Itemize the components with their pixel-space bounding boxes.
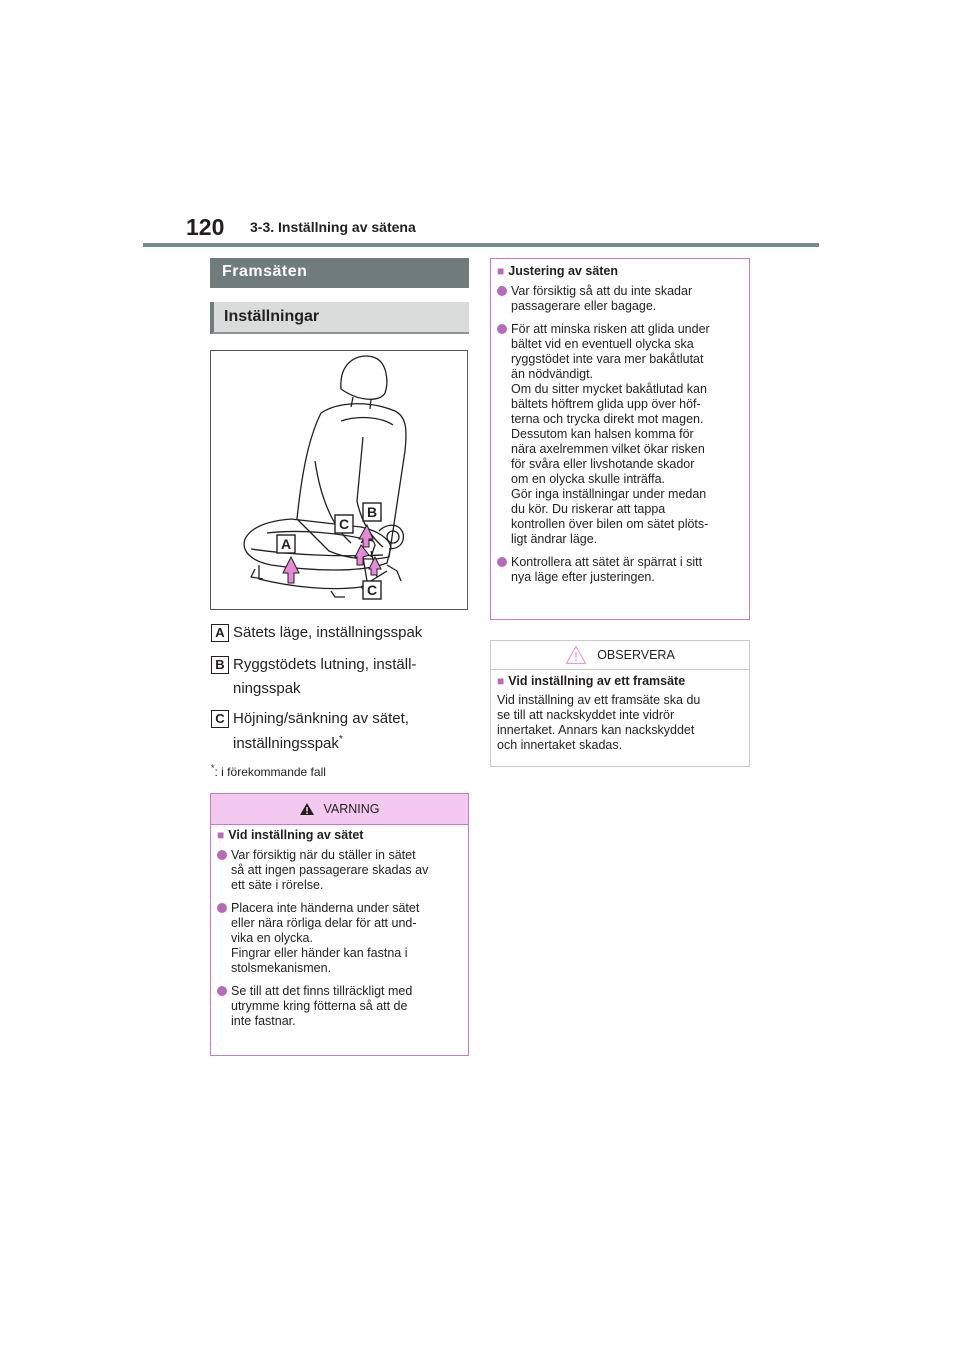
sub-heading: Inställningar [210,302,469,334]
notice-subtitle-text: Vid inställning av ett framsäte [508,674,686,688]
bullet-dot-icon [497,557,507,567]
bullet-dot-icon [497,324,507,334]
adjustment-bullet-text: Kontrollera att sätet är spärrat i sitt nya läge efter justeringen. [511,555,703,584]
footnote-text: : i förekommande fall [214,765,326,779]
notice-subtitle [491,670,749,691]
bullet-dot-icon [217,986,227,996]
warning-title: VARNING [323,801,380,816]
legend-key-b: B [211,656,229,674]
warning-header [211,794,468,825]
adjustment-bullet [491,552,749,590]
square-bullet-icon: ■ [217,828,225,842]
header-rule [143,243,819,247]
adjustment-bullet [491,319,749,552]
warning-bullet [211,981,468,1034]
warning-icon [299,802,315,816]
square-bullet-icon: ■ [497,264,505,278]
seat-illustration [211,351,467,609]
notice-box [490,640,750,767]
legend-key-c: C [211,710,229,728]
adjustment-bullet-text: Var försiktig så att du inte skadar passagerare eller bagage. [511,284,693,313]
warning-bullet [211,845,468,898]
legend-text-b-cont: ningsspak [233,680,301,697]
notice-header [491,641,749,670]
notice-text: Vid inställning av ett framsäte ska du se till att nackskyddet inte vidrör innertaket. Annars kan nackskyddet och innertaket skadas. [497,693,701,752]
notice-title: OBSERVERA [597,647,675,662]
bullet-dot-icon [217,850,227,860]
legend-text-c: Höjning/sänkning av sätet, [233,710,409,727]
adjustment-subtitle [491,259,749,281]
warning-subtitle [211,825,468,845]
legend-text-c-cont: inställningsspak* [233,734,343,752]
figure-label-c-lower: C [366,582,378,598]
page-number: 120 [186,214,225,240]
warning-subtitle-text: Vid inställning av sätet [228,828,364,842]
adjustment-bullet-text: För att minska risken att glida under bältet vid en eventuell olycka ska ryggstödet inte vara mer bakåtlutat än nödvändigt. Om du sitter mycket bakåtlutad kan bältets höftrem glida upp över höf- terna och trycka direkt mot magen. Dessutom kan halsen komma för nära axelremmen vilket ökar risken för svåra eller livshotande skador om en olycka skulle inträffa. Gör inga inställningar under medan du kör. Du riskerar att tappa kontrollen över bilen om sätet plöts- ligt ändrar läge. [511,322,710,546]
legend-text-a: Sätets läge, inställningsspak [233,624,423,641]
footnote-mark: * [211,763,215,773]
figure-label-c: C [338,516,350,532]
warning-box [210,793,469,1056]
adjustment-box [490,258,750,620]
bullet-dot-icon [217,903,227,913]
caution-outline-icon [565,645,587,665]
legend-key-a: A [211,624,229,642]
square-bullet-icon: ■ [497,674,505,688]
section-title: 3-3. Inställning av sätena [250,219,416,235]
footnote [211,763,326,779]
warning-bullet-text: Placera inte händerna under sätet eller nära rörliga delar för att und- vika en olycka. Fingrar eller händer kan fastna i stolsmekanismen. [231,901,420,975]
adjustment-bullet [491,281,749,319]
figure-label-a: A [280,536,292,552]
legend-text-b: Ryggstödets lutning, inställ- [233,656,417,673]
warning-bullet-text: Var försiktig när du ställer in sätet så att ingen passagerare skadas av ett säte i rörelse. [231,848,429,892]
warning-bullet [211,898,468,981]
main-heading: Framsäten [210,258,469,288]
figure-label-b: B [366,504,378,520]
legend-mark: * [338,734,343,745]
bullet-dot-icon [497,286,507,296]
adjustment-subtitle-text: Justering av säten [508,264,619,278]
seat-figure [210,350,468,610]
warning-bullet-text: Se till att det finns tillräckligt med utrymme kring fötterna så att de inte fastnar. [231,984,413,1028]
